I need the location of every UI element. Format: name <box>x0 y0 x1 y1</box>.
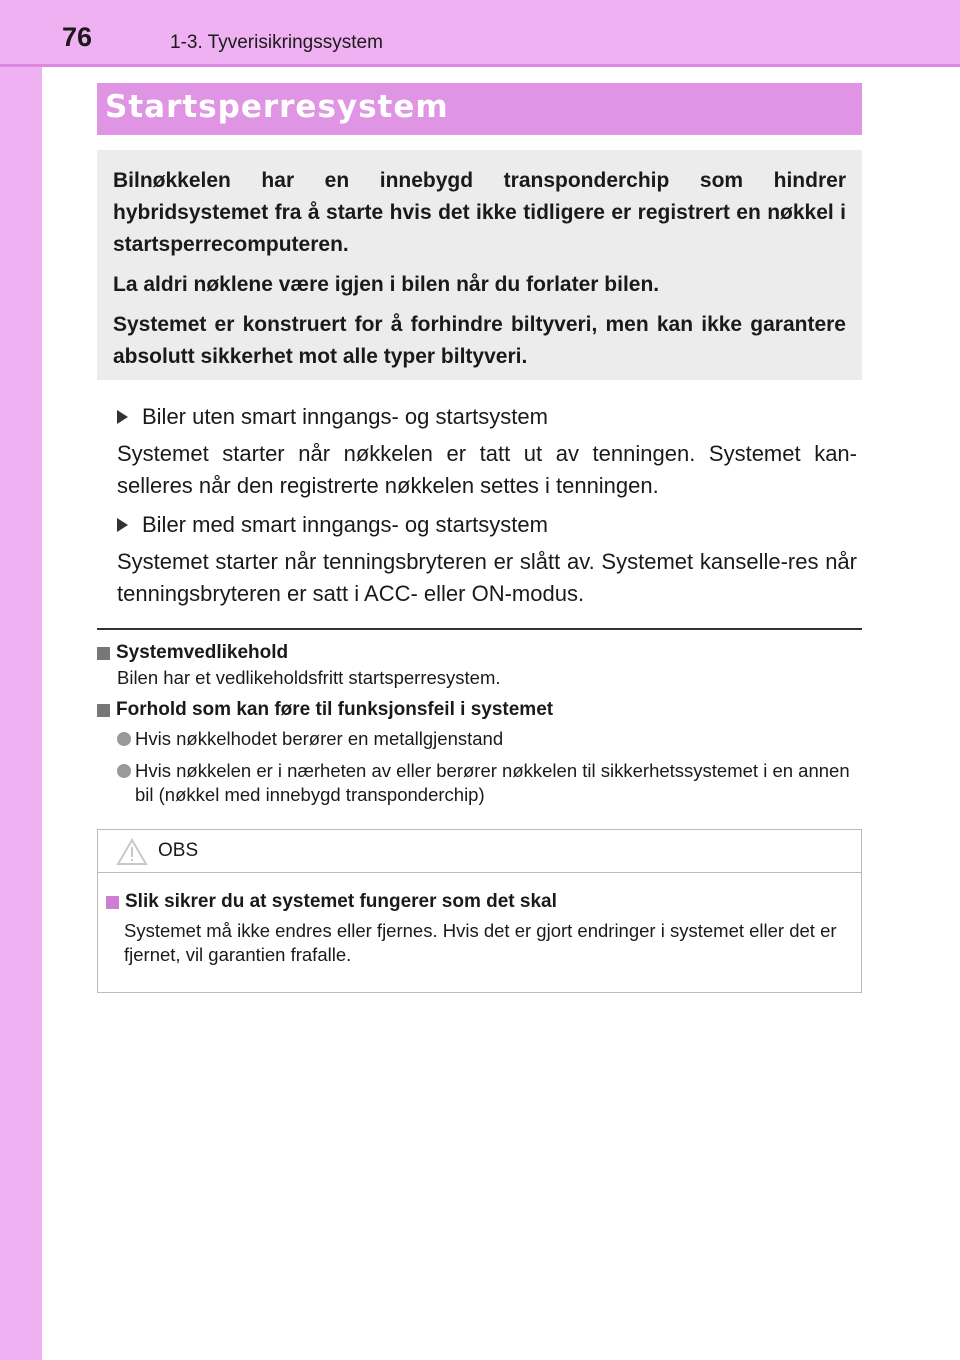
subsection-heading-text: Biler med smart inngangs- og startsystem <box>142 512 548 537</box>
triangle-bullet-icon <box>117 518 128 532</box>
header-band <box>0 0 960 64</box>
page-title: Startsperresystem <box>105 89 449 125</box>
caution-header <box>98 830 861 873</box>
square-bullet-icon <box>97 647 110 660</box>
side-color-band <box>0 0 42 1360</box>
subsection-heading-text: Biler uten smart inngangs- og startsystem <box>142 404 548 429</box>
list-item <box>117 759 865 807</box>
note-text: Bilen har et vedlikeholdsfritt startsperresystem. <box>117 667 501 688</box>
main-content <box>117 400 857 616</box>
square-bullet-icon <box>106 896 119 909</box>
subsection-heading <box>117 400 857 434</box>
circle-bullet-icon <box>117 764 131 778</box>
note-heading <box>97 697 865 723</box>
caution-label: OBS <box>158 840 199 861</box>
caution-text: Systemet må ikke endres eller fjernes. Hvis det er gjort endringer i systemet eller det er fjernet, vil garantien frafalle. <box>124 920 837 965</box>
list-item <box>117 727 865 751</box>
title-bar <box>97 83 862 135</box>
note-heading-text: Forhold som kan føre til funksjonsfeil i systemet <box>116 699 554 720</box>
list-item-text: Hvis nøkkelhodet berører en metallgjenstand <box>135 728 504 749</box>
subsection-text: Systemet starter når tenningsbryteren er slått av. Systemet kanselle-res når tenningsbryteren er satt i ACC- eller ON-modus. <box>117 549 857 606</box>
page-number: 76 <box>62 22 93 52</box>
note-heading-text: Systemvedlikehold <box>116 642 289 663</box>
intro-box <box>97 150 862 380</box>
intro-paragraph: Bilnøkkelen har en innebygd transponderchip som hindrer hybridsystemet fra å starte hvis det ikke tidligere er registrert en nøkkel i startsperrecomputeren. <box>113 169 846 256</box>
note-heading <box>97 640 865 666</box>
section-header: 1-3. Tyverisikringssystem <box>170 32 383 53</box>
triangle-bullet-icon <box>117 410 128 424</box>
intro-paragraph: La aldri nøklene være igjen i bilen når du forlater bilen. <box>113 273 660 296</box>
subsection-text: Systemet starter når nøkkelen er tatt ut av tenningen. Systemet kan-selleres når den registrerte nøkkelen settes i tenningen. <box>117 441 857 498</box>
intro-paragraph: Systemet er konstruert for å forhindre biltyveri, men kan ikke garantere absolutt sikkerhet mot alle typer biltyveri. <box>113 313 846 368</box>
header-rule <box>0 64 960 67</box>
caution-body <box>98 873 861 967</box>
caution-box <box>97 829 862 993</box>
caution-heading-text: Slik sikrer du at systemet fungerer som det skal <box>125 891 557 912</box>
circle-bullet-icon <box>117 732 131 746</box>
notes-section <box>97 640 865 807</box>
warning-triangle-icon <box>116 838 148 866</box>
subsection-heading <box>117 508 857 542</box>
caution-heading <box>106 889 849 915</box>
list-item-text: Hvis nøkkelen er i nærheten av eller berører nøkkelen til sikkerhetssystemet i en annen bil (nøkkel med innebygd transponderchip) <box>135 760 850 805</box>
square-bullet-icon <box>97 704 110 717</box>
section-divider <box>97 628 862 630</box>
